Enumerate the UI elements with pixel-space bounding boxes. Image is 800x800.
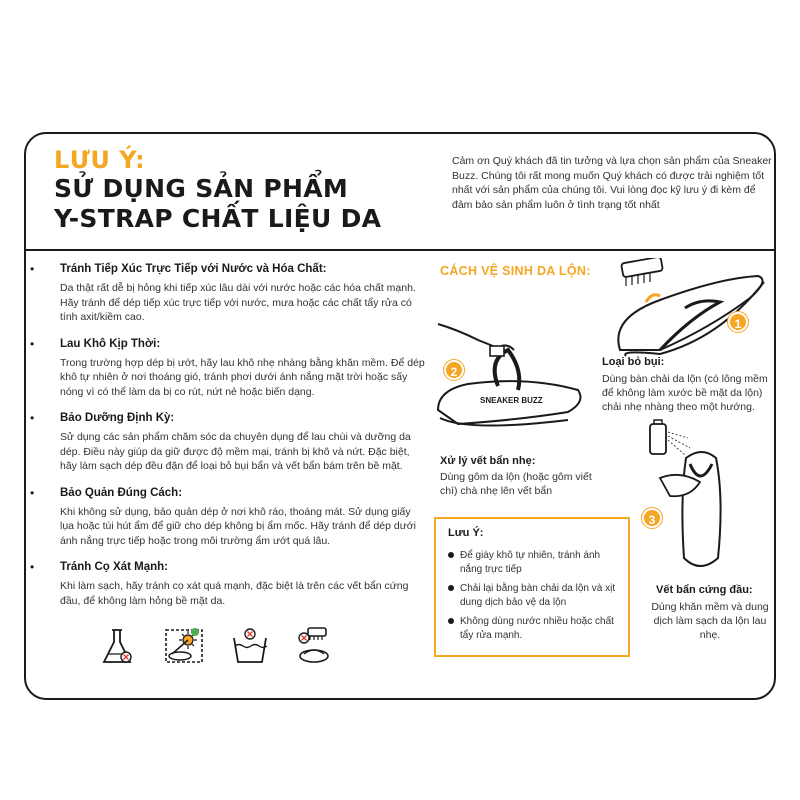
section-body: Khi không sử dụng, bảo quản dép ở nơi khô ráo, thoáng mát. Sử dụng giấy lụa hoặc túi hút ẩm để giữ cho dép không bị ẩm mốc. Hãy tránh để dép dưới ánh nắng trực tiếp hoặc trong môi trường ẩm ướt quá lâu. (60, 505, 416, 547)
bullet: • (30, 411, 35, 425)
bullet: • (30, 485, 35, 500)
bullet-dot (448, 552, 454, 558)
section-body: Trong trường hợp dép bị ướt, hãy lau khô nhẹ nhàng bằng khăn mềm. Để dép khô tự nhiên ở nơi thoáng gió, tránh phơi dưới ánh nắng mặt trời hoặc sấy nóng vì có thể làm da bị co rút, nứt nẻ hoặc biến dạng. (60, 356, 425, 398)
step-badge-1: 1 (728, 312, 748, 332)
brushing-sandal-illustration (600, 258, 776, 370)
header-divider (24, 249, 776, 251)
title-line-1: SỬ DỤNG SẢN PHẨM (54, 174, 349, 203)
step-badge-2: 2 (444, 360, 464, 380)
spraying-sandal-illustration (620, 418, 750, 578)
step-badge-3: 3 (642, 508, 662, 528)
care-icons-row (96, 624, 338, 668)
note-item (448, 549, 624, 576)
section-body: Khi làm sạch, hãy tránh cọ xát quá mạnh, đặc biệt là trên các vết bẩn cứng đầu, để không làm hỏng bề mặt da. (60, 580, 409, 607)
section-heading: Lau Khô Kịp Thời: (60, 337, 161, 350)
section-heading: Bảo Dưỡng Định Kỳ: (60, 412, 175, 424)
section-dry-quickly (30, 337, 425, 400)
note-item (448, 615, 624, 642)
section-body: Da thật rất dễ bị hỏng khi tiếp xúc lâu dài với nước hoặc các hóa chất mạnh. Hãy tránh để dép tiếp xúc trực tiếp với nước, mưa hoặc các chất tẩy rửa có tính axit/kiềm cao. (60, 282, 416, 323)
note-box (434, 517, 630, 657)
note-list (448, 549, 624, 648)
step3-desc: Dùng khăn mềm và dung dịch làm sạch da lộn lau nhẹ. (651, 601, 769, 641)
section-avoid-water (30, 262, 425, 325)
note-item-text: Không dùng nước nhiều hoặc chất tẩy rửa mạnh. (460, 616, 614, 641)
erasing-sandal-illustration (428, 320, 588, 440)
step2-desc: Dùng gôm da lộn (hoặc gôm viết chì) chà nhẹ lên vết bẩn (440, 471, 592, 497)
note-item (448, 582, 624, 609)
header-title-block (54, 146, 381, 234)
bullet: • (30, 336, 35, 351)
no-brush-icon (294, 624, 338, 668)
step1-label: Loại bỏ bụi: (602, 356, 665, 368)
no-wash-icon (228, 624, 272, 668)
note-box-title: Lưu Ý: (448, 527, 484, 539)
section-maintenance (30, 411, 425, 474)
section-heading: Tránh Tiếp Xúc Trực Tiếp với Nước và Hóa Chất: (60, 263, 327, 275)
section-avoid-rubbing (30, 560, 425, 608)
note-item-text: Để giày khô tự nhiên, tránh ánh nắng trực tiếp (460, 550, 601, 575)
no-sun-icon (162, 624, 206, 668)
section-heading: Tránh Cọ Xát Mạnh: (60, 561, 168, 573)
step2-label: Xử lý vết bẩn nhẹ: (440, 455, 536, 467)
intro-text: Cảm ơn Quý khách đã tin tưởng và lựa chọn sản phẩm của Sneaker Buzz. Chúng tôi rất mong muốn Quý khách có được trải nghiệm tốt nhất với sản phẩm của chúng tôi. Vui lòng đọc kỹ lưu ý đi kèm để đảm bảo sản phẩm luôn ở tình trạng tốt nhất (452, 155, 772, 211)
bullet: • (30, 560, 35, 574)
step3-label: Vết bẩn cứng đầu: (656, 584, 753, 596)
title-line-2: Y-STRAP CHẤT LIỆU DA (54, 204, 382, 233)
section-storage (30, 486, 425, 549)
step1-desc: Dùng bàn chải da lộn (có lông mềm để không làm xước bề mặt da lộn) chải nhẹ nhàng theo một hướng. (602, 373, 768, 413)
bullet-dot (448, 618, 454, 624)
bullet: • (30, 262, 35, 276)
section-body: Sử dụng các sản phẩm chăm sóc da chuyên dụng để lau chùi và dưỡng da dép. Điều này giúp da giữ được độ mềm mại, tránh bị khô và nứt. Đặc biệt, hãy làm sạch dép đều đặn để loại bỏ bụi bẩn và vết bẩn bám trên bề mặt. (60, 431, 411, 472)
note-item-text: Chải lại bằng bàn chải da lộn và xịt dung dịch bảo vệ da lộn (460, 583, 616, 608)
bullet-dot (448, 585, 454, 591)
suede-cleaning-title: CÁCH VỆ SINH DA LỘN: (440, 264, 591, 278)
note-label: LƯU Ý: (54, 146, 146, 174)
section-heading: Bảo Quản Đúng Cách: (60, 486, 183, 499)
sole-brand-text: SNEAKER BUZZ (480, 396, 543, 405)
no-chemical-icon (96, 624, 140, 668)
care-instructions (30, 262, 425, 620)
